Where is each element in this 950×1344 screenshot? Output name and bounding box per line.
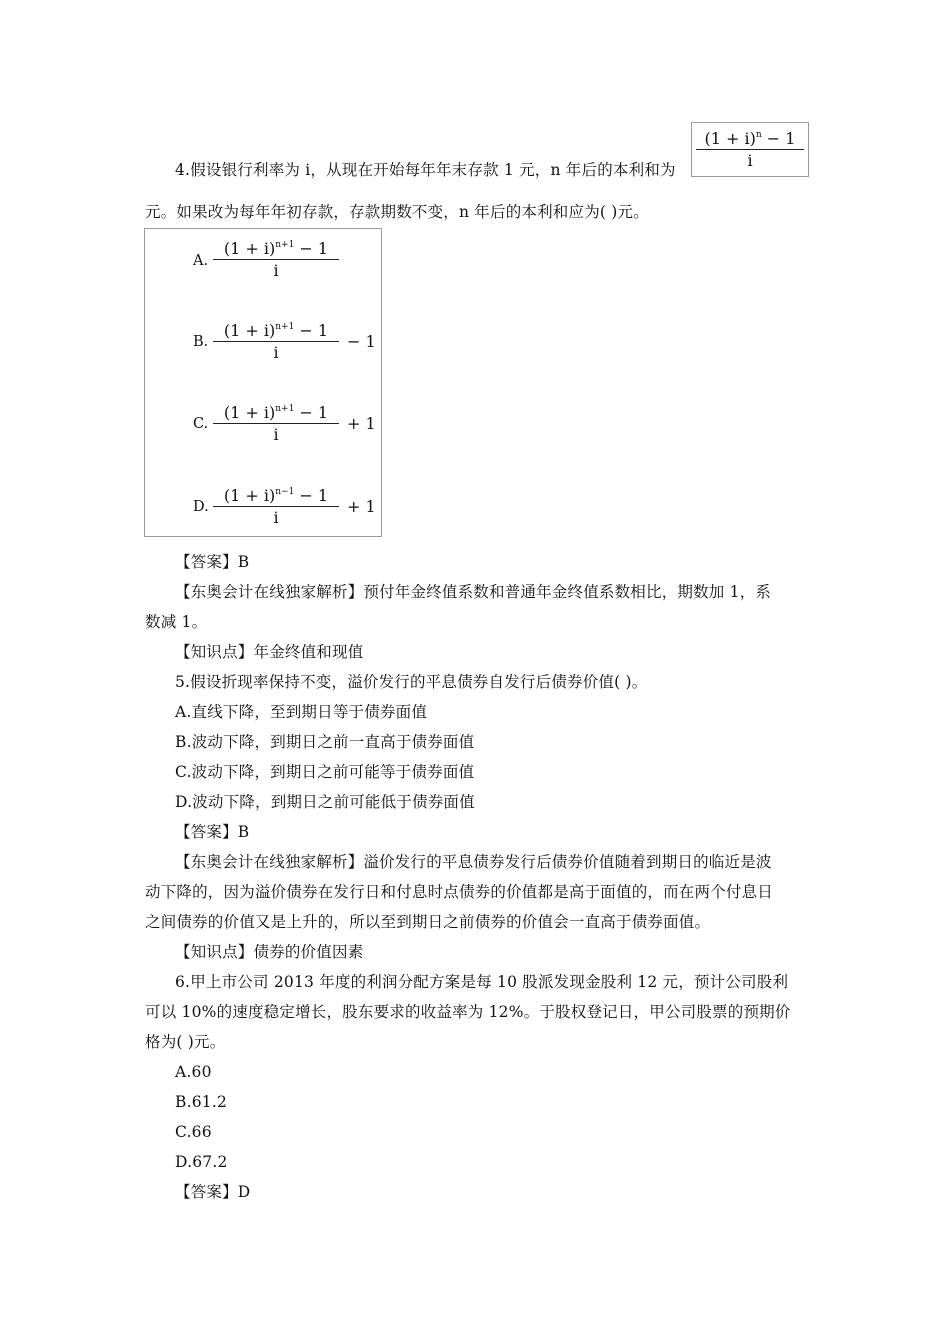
- q4-stem-line1: 4.假设银行利率为 i，从现在开始每年年末存款 1 元，n 年后的本利和为: [175, 161, 676, 179]
- q5-analysis-line1: 【东奥会计在线独家解析】溢价发行的平息债券发行后债券价值随着到期日的临近是波: [175, 853, 772, 871]
- option-a-fraction: $(1 + i)^{n+1} - 1$ i: [213, 235, 339, 282]
- q6-stem-line1: 6.甲上市公司 2013 年度的利润分配方案是每 10 股派发现金股利 12 元，预计公司股利: [175, 973, 789, 991]
- given-denominator: i: [747, 151, 753, 170]
- given-formula-image: [691, 122, 809, 177]
- q6-option-c: C.66: [175, 1123, 212, 1141]
- q4-answer: 【答案】B: [175, 553, 250, 571]
- q4-analysis-line1: 【东奥会计在线独家解析】预付年金终值系数和普通年金终值系数相比，期数加 1，系: [175, 583, 772, 601]
- option-b-fraction: $(1 + i)^{n+1} - 1$ i: [213, 317, 339, 364]
- option-b-tail: − 1: [347, 332, 376, 351]
- q6-option-d: D.67.2: [175, 1153, 228, 1171]
- option-c-fraction: $(1 + i)^{n+1} - 1$ i: [213, 399, 339, 446]
- q5-option-d: D.波动下降，到期日之前可能低于债券面值: [175, 793, 475, 811]
- option-d-tail: + 1: [347, 497, 376, 516]
- q4-knowledge: 【知识点】年金终值和现值: [175, 643, 364, 661]
- q6-option-b: B.61.2: [175, 1093, 228, 1111]
- q4-stem-line2: 元。如果改为每年年初存款，存款期数不变，n 年后的本利和应为( )元。: [145, 203, 649, 221]
- q5-option-b: B.波动下降，到期日之前一直高于债券面值: [175, 733, 475, 751]
- option-c-tail: + 1: [347, 414, 376, 433]
- q6-option-a: A.60: [175, 1063, 212, 1081]
- option-d-fraction: $(1 + i)^{n-1} - 1$ i: [213, 482, 339, 529]
- q5-answer: 【答案】B: [175, 823, 250, 841]
- option-letter: B.: [193, 334, 209, 350]
- q5-analysis-line3: 之间债券的价值又是上升的，所以至到期日之前债券的价值会一直高于债券面值。: [145, 913, 711, 931]
- option-letter: A.: [193, 253, 209, 269]
- given-fraction: [696, 125, 804, 172]
- q4-options-image: [144, 228, 382, 537]
- given-numerator: $(1 + i)^n - 1$: [704, 129, 796, 148]
- q5-stem: 5.假设折现率保持不变，溢价发行的平息债券自发行后债券价值( )。: [175, 673, 648, 691]
- q6-stem-line3: 格为( )元。: [145, 1033, 226, 1051]
- q4-analysis-line2: 数减 1。: [145, 613, 208, 631]
- q6-stem-line2: 可以 10%的速度稳定增长，股东要求的收益率为 12%。于股权登记日，甲公司股票的预期价: [145, 1003, 791, 1021]
- q5-option-a: A.直线下降，至到期日等于债券面值: [175, 703, 428, 721]
- q5-option-c: C.波动下降，到期日之前可能等于债券面值: [175, 763, 475, 781]
- option-letter: D.: [193, 499, 209, 515]
- q6-answer: 【答案】D: [175, 1183, 251, 1201]
- q5-knowledge: 【知识点】债券的价值因素: [175, 943, 364, 961]
- q5-analysis-line2: 动下降的，因为溢价债券在发行日和付息时点债券的价值都是高于面值的，而在两个付息日: [145, 883, 774, 901]
- option-letter: C.: [193, 416, 209, 432]
